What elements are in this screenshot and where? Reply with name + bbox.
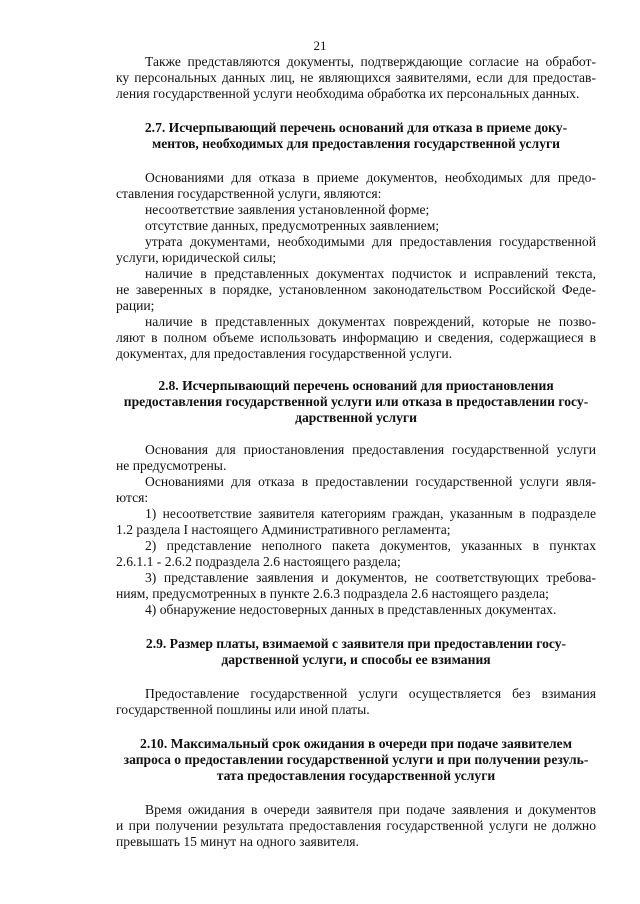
text-line: рации; bbox=[116, 298, 155, 313]
list-item: утрата документами, необходимыми для предоставления государственной bbox=[145, 234, 596, 249]
section-heading: 2.9. Размер платы, взимаемой с заявителя при предоставлении госу- bbox=[145, 636, 567, 651]
text-line: Основаниями для отказа в предоставлении государственной услуги явля- bbox=[145, 474, 596, 489]
list-item: 2) представление неполного пакета документов, указанных в пунктах bbox=[145, 538, 596, 553]
list-item: 3) представление заявления и документов, не соответствующих требова- bbox=[145, 570, 596, 585]
text-line: Предоставление государственной услуги осуществляется без взимания bbox=[145, 686, 596, 701]
text-line: Основаниями для отказа в приеме документов, необходимых для предо- bbox=[145, 170, 596, 185]
list-item: наличие в представленных документах подчисток и исправлений текста, bbox=[145, 266, 596, 281]
text-line: ются: bbox=[116, 490, 149, 505]
section-heading: запроса о предоставлении государственной услуги и при получении резуль- bbox=[123, 752, 589, 767]
section-heading: ментов, необходимых для предоставления государственной услуги bbox=[152, 136, 560, 151]
text-line: ниям, предусмотренных в пункте 2.6.3 подраздела 2.6 настоящего раздела; bbox=[116, 586, 549, 601]
list-item: отсутствие данных, предусмотренных заявлением; bbox=[145, 218, 440, 233]
section-heading: 2.7. Исчерпывающий перечень оснований для отказа в приеме доку- bbox=[144, 120, 568, 135]
section-heading: 2.8. Исчерпывающий перечень оснований для приостановления bbox=[158, 378, 554, 393]
text-line: ку персональных данных лиц, не являющихся заявителями, если для предостав- bbox=[116, 70, 596, 85]
page-number: 21 bbox=[313, 38, 327, 53]
text-line: превышать 15 минут на одного заявителя. bbox=[116, 834, 359, 849]
text-line: и при получении результата предоставления государственной услуги не должно bbox=[116, 818, 596, 833]
text-line: документах, для предоставления государственной услуги. bbox=[116, 346, 453, 361]
section-heading: предоставления государственной услуги или отказа в предоставлении госу- bbox=[123, 394, 589, 409]
text-line: услуги, юридической силы; bbox=[116, 250, 277, 265]
text-line: 2.6.1.1 - 2.6.2 подраздела 2.6 настоящего раздела; bbox=[116, 554, 401, 569]
text-line: ставления государственной услуги, являются: bbox=[116, 186, 382, 201]
text-line: Основания для приостановления предоставления государственной услуги bbox=[145, 442, 596, 457]
section-heading: тата предоставления государственной услуги bbox=[216, 768, 496, 783]
text-line: ляют в полном объеме использовать информацию и сведения, содержащиеся в bbox=[116, 330, 596, 345]
text-line: 1.2 раздела I настоящего Административного регламента; bbox=[116, 522, 451, 537]
list-item: наличие в представленных документах повреждений, которые не позво- bbox=[145, 314, 596, 329]
list-item: 4) обнаружение недостоверных данных в представленных документах. bbox=[145, 602, 557, 617]
list-item: несоответствие заявления установленной форме; bbox=[145, 202, 430, 217]
list-item: 1) несоответствие заявителя категориям граждан, указанным в подразделе bbox=[145, 506, 596, 521]
text-line: не заверенных в порядке, установленном законодательством Российской Феде- bbox=[116, 282, 596, 297]
section-heading: дарственной услуги bbox=[295, 410, 417, 425]
text-line: не предусмотрены. bbox=[116, 458, 227, 473]
text-line: Также представляются документы, подтверждающие согласие на обработ- bbox=[145, 54, 596, 69]
text-line: Время ожидания в очереди заявителя при подаче заявления и документов bbox=[145, 802, 596, 817]
section-heading: дарственной услуги, и способы ее взимания bbox=[221, 652, 491, 667]
text-line: государственной пошлины или иной платы. bbox=[116, 702, 370, 717]
section-heading: 2.10. Максимальный срок ожидания в очереди при подаче заявителем bbox=[140, 736, 572, 751]
text-line: ления государственной услуги необходима обработка их персональных данных. bbox=[116, 86, 580, 101]
